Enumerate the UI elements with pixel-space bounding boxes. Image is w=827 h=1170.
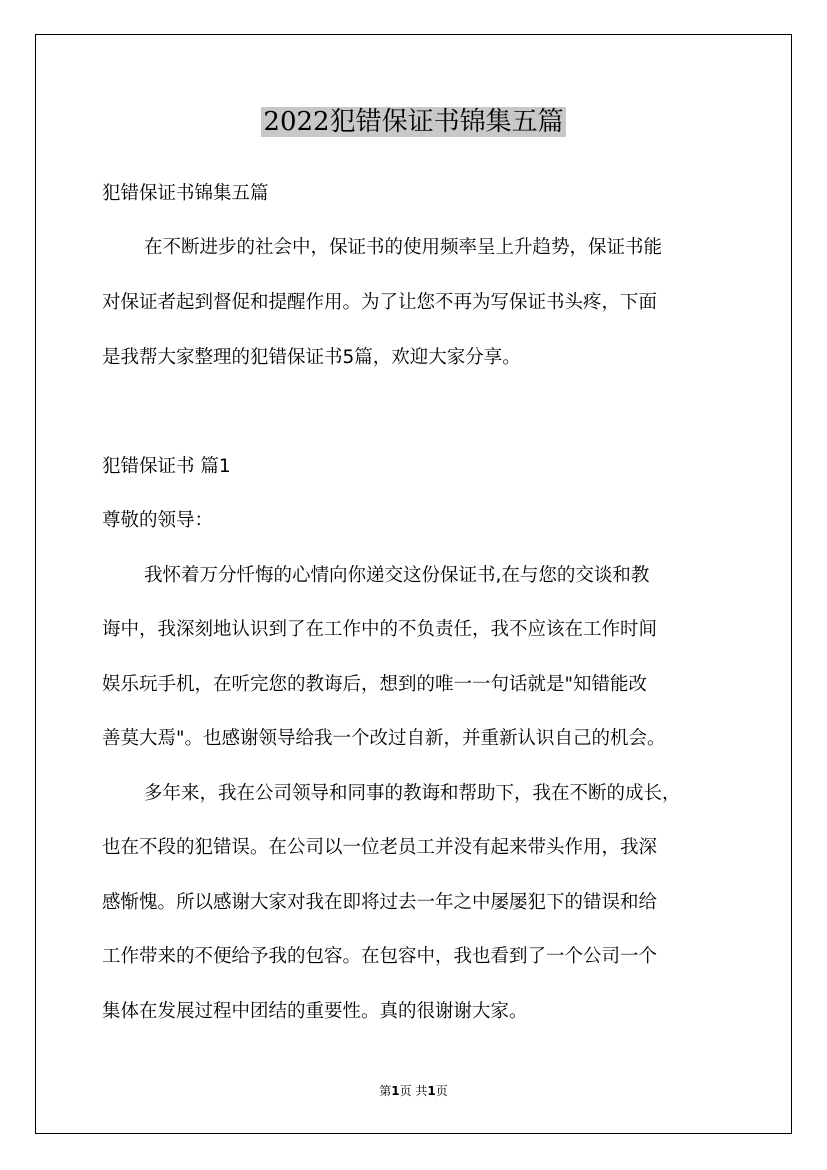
section-heading: 犯错保证书 篇1 (102, 456, 231, 477)
footer-page-number: 1 (391, 1084, 400, 1098)
para2-line-3: 感惭愧。所以感谢大家对我在即将过去一年之中屡屡犯下的错误和给 (102, 892, 658, 913)
para2-line-4: 工作带来的不便给予我的包容。在包容中，我也看到了一个公司一个 (102, 946, 658, 967)
para1-line-3: 娱乐玩手机，在听完您的教诲后，想到的唯一一句话就是"知错能改 (102, 674, 648, 695)
para1-line-2: 诲中，我深刻地认识到了在工作中的不负责任，我不应该在工作时间 (102, 619, 658, 640)
document-title-text: 2022犯错保证书锦集五篇 (263, 107, 564, 137)
intro-line-2: 对保证者起到督促和提醒作用。为了让您不再为写保证书头疼，下面 (102, 292, 658, 313)
intro-line-1: 在不断进步的社会中，保证书的使用频率呈上升趋势，保证书能 (144, 237, 663, 258)
footer-page-suffix: 页 共 (399, 1084, 428, 1098)
para2-line-2: 也在不段的犯错误。在公司以一位老员工并没有起来带头作用，我深 (102, 837, 658, 858)
page-footer (0, 1082, 827, 1099)
document-subtitle: 犯错保证书锦集五篇 (102, 183, 269, 204)
footer-page-prefix: 第 (379, 1084, 392, 1098)
footer-total-suffix: 页 (435, 1084, 448, 1098)
footer-total-pages: 1 (427, 1084, 436, 1098)
para2-line-1: 多年来，我在公司领导和同事的教诲和帮助下，我在不断的成长， (144, 783, 681, 804)
para1-line-4: 善莫大焉"。也感谢领导给我一个改过自新，并重新认识自己的机会。 (102, 728, 666, 749)
intro-line-3: 是我帮大家整理的犯错保证书5篇，欢迎大家分享。 (102, 347, 521, 368)
document-title (0, 100, 827, 144)
para1-line-1: 我怀着万分忏悔的心情向你递交这份保证书,在与您的交谈和教 (144, 565, 650, 586)
para2-line-5: 集体在发展过程中团结的重要性。真的很谢谢大家。 (102, 1001, 528, 1022)
salutation: 尊敬的领导： (102, 510, 214, 531)
